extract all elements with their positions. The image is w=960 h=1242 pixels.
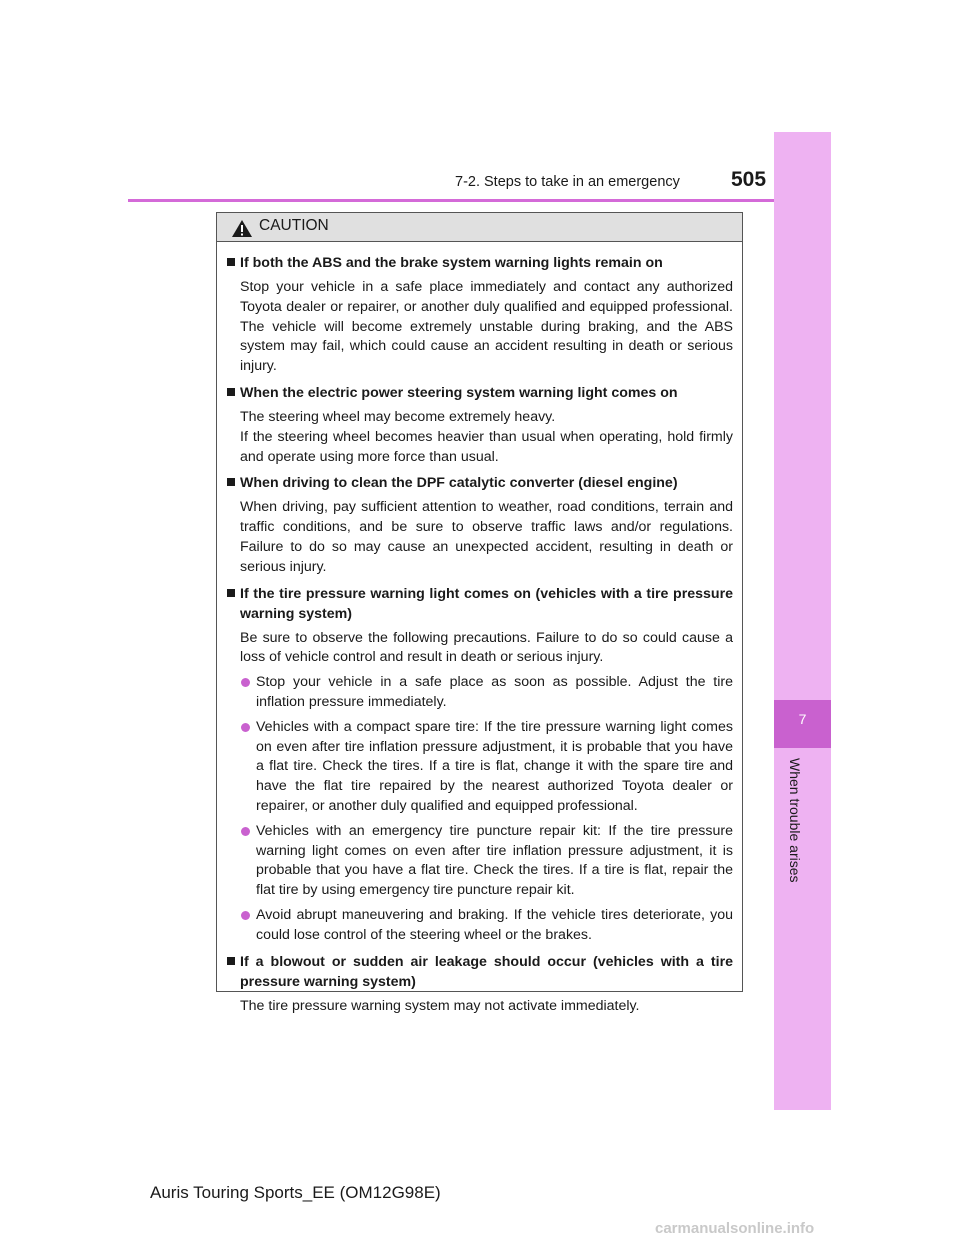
round-bullet-icon bbox=[241, 827, 250, 836]
list-item-text: Avoid abrupt maneuvering and braking. If the vehicle tires deteriorate, you could lose control of the steering wheel or the brakes. bbox=[256, 906, 733, 943]
square-bullet-icon bbox=[227, 258, 235, 266]
list-item bbox=[226, 822, 733, 901]
item-text: The tire pressure warning system may not activate immediately. bbox=[240, 997, 640, 1014]
item-text-line: If the steering wheel becomes heavier than usual when operating, hold firmly and operate using more force than usual. bbox=[240, 428, 733, 465]
round-bullet-icon bbox=[241, 723, 250, 732]
caution-item-blowout bbox=[226, 952, 733, 1017]
list-item-text: Stop your vehicle in a safe place as soon as possible. Adjust the tire inflation pressure immediately. bbox=[256, 674, 733, 710]
chapter-side-tab bbox=[774, 132, 831, 1110]
caution-item-abs bbox=[226, 253, 733, 377]
square-bullet-icon bbox=[227, 589, 235, 597]
header-divider bbox=[128, 199, 831, 202]
item-heading: When the electric power steering system warning light comes on bbox=[240, 384, 678, 401]
square-bullet-icon bbox=[227, 478, 235, 486]
watermark: carmanualsonline.info bbox=[655, 1220, 815, 1237]
item-text bbox=[226, 408, 733, 467]
list-item bbox=[226, 673, 733, 713]
square-bullet-icon bbox=[227, 957, 235, 965]
list-item bbox=[226, 906, 733, 946]
item-text: Be sure to observe the following precautions. Failure to do so could cause a loss of vehicle control and result in death or serious injury. bbox=[240, 629, 733, 666]
square-bullet-icon bbox=[227, 388, 235, 396]
caution-item-power-steering bbox=[226, 383, 733, 467]
page-number: 505 bbox=[731, 168, 767, 191]
caution-title: CAUTION bbox=[259, 217, 329, 234]
caution-header bbox=[217, 213, 742, 242]
round-bullet-icon bbox=[241, 911, 250, 920]
item-text: When driving, pay sufficient attention to weather, road conditions, terrain and traffic conditions, and be sure to observe traffic laws and/or regulations. Failure to do so may cause an unexpected accident, resulting in death or serious injury. bbox=[240, 499, 733, 575]
list-item-text: Vehicles with an emergency tire puncture repair kit: If the tire pressure warning light comes on even after tire inflation pressure adjustment, it is probable that you have a flat tire. Check the tires. If a tire is flat, repair the flat tire by using emergency tire puncture repair kit. bbox=[256, 822, 733, 899]
warning-triangle-icon bbox=[231, 219, 253, 238]
item-heading: When driving to clean the DPF catalytic converter (diesel engine) bbox=[240, 475, 678, 492]
chapter-number: 7 bbox=[798, 711, 807, 727]
caution-body bbox=[217, 242, 742, 1016]
item-text-line: The steering wheel may become extremely heavy. bbox=[240, 408, 556, 425]
list-item bbox=[226, 718, 733, 817]
round-bullet-icon bbox=[241, 678, 250, 687]
list-item-text: Vehicles with a compact spare tire: If the tire pressure warning light comes on even after tire inflation pressure adjustment, it is probable that you have a flat tire. Check the tires. If a tire is flat, change it with the spare tire and have the flat tire repaired by the nearest authorized Toyota dealer or repairer, or another duly qualified and equipped professional. bbox=[256, 718, 733, 814]
caution-item-dpf bbox=[226, 473, 733, 577]
item-heading: If a blowout or sudden air leakage should occur (vehicles with a tire pressure warning system) bbox=[240, 953, 733, 990]
chapter-title: When trouble arises bbox=[787, 758, 803, 883]
item-heading: If the tire pressure warning light comes on (vehicles with a tire pressure warning system) bbox=[240, 585, 733, 622]
item-heading: If both the ABS and the brake system warning lights remain on bbox=[240, 255, 663, 271]
section-title: 7-2. Steps to take in an emergency bbox=[455, 174, 680, 190]
caution-item-tire-pressure bbox=[226, 584, 733, 946]
item-text: Stop your vehicle in a safe place immediately and contact any authorized Toyota dealer or repairer, or another duly qualified and equipped professional. The vehicle will become extremely unstable during braking, and the ABS system may fail, which could cause an accident resulting in death or serious injury. bbox=[240, 279, 733, 375]
manual-model-footer: Auris Touring Sports_EE (OM12G98E) bbox=[150, 1183, 441, 1202]
caution-box bbox=[216, 212, 743, 1014]
